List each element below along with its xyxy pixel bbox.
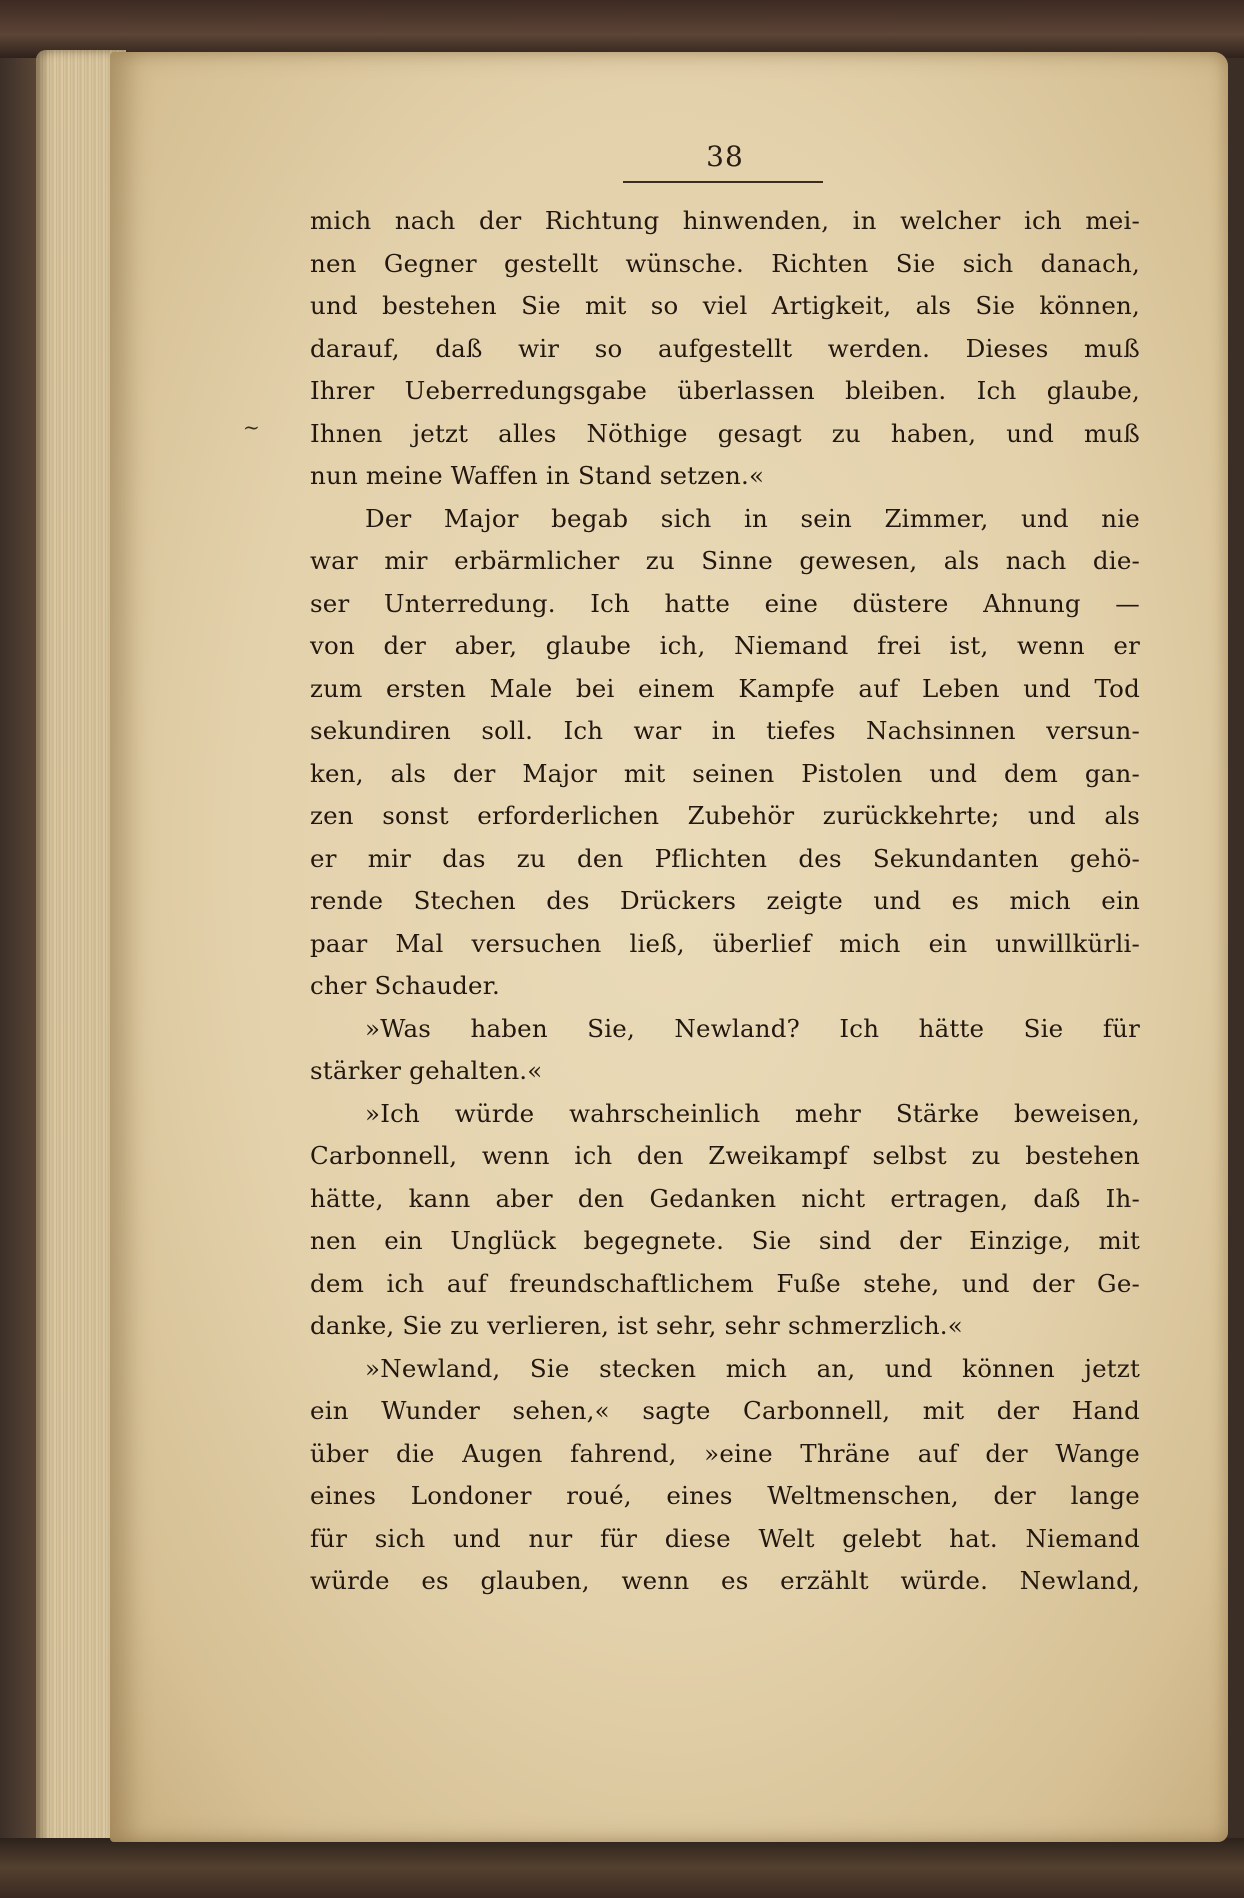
text-line: nen ein Unglück begegnete. Sie sind der Einzige, mit — [310, 1226, 1140, 1255]
text-line: nun meine Waffen in Stand setzen.« — [310, 461, 765, 490]
text-line: Ihnen jetzt alles Nöthige gesagt zu haben, und muß — [310, 418, 1140, 448]
book-cover-bottom — [0, 1838, 1244, 1898]
text-line: für sich und nur für diese Welt gelebt hat. Niemand — [310, 1523, 1140, 1553]
text-line: mich nach der Richtung hinwenden, in welcher ich mei- — [310, 206, 1140, 235]
text-line: ken, als der Major mit seinen Pistolen und dem gan- — [310, 758, 1140, 788]
text-line: darauf, daß wir so aufgestellt werden. Dieses muß — [310, 333, 1140, 363]
page-number: 38 — [706, 140, 744, 173]
text-line: ser Unterredung. Ich hatte eine düstere Ahnung — — [310, 588, 1140, 618]
text-line: Carbonnell, wenn ich den Zweikampf selbst zu bestehen — [310, 1141, 1140, 1170]
text-line: nen Gegner gestellt wünsche. Richten Sie sich danach, — [310, 248, 1140, 278]
paragraph-start: Der Major begab sich in sein Zimmer, und nie — [365, 503, 1140, 533]
text-line: von der aber, glaube ich, Niemand frei ist, wenn er — [310, 631, 1140, 660]
text-line: er mir das zu den Pflichten des Sekundanten gehö- — [310, 843, 1140, 873]
page-text — [310, 200, 1140, 1603]
header-rule — [623, 181, 823, 183]
text-line: sekundiren soll. Ich war in tiefes Nachsinnen versun- — [310, 716, 1140, 745]
text-line: würde es glauben, wenn es erzählt würde. Newland, — [310, 1566, 1140, 1595]
text-line: ein Wunder sehen,« sagte Carbonnell, mit der Hand — [310, 1396, 1140, 1425]
text-line: war mir erbärmlicher zu Sinne gewesen, als nach die- — [310, 546, 1140, 575]
margin-mark: ~ — [243, 415, 260, 439]
paragraph-start: »Ich würde wahrscheinlich mehr Stärke beweisen, — [365, 1098, 1140, 1128]
text-line: eines Londoner roué, eines Weltmenschen, der lange — [310, 1481, 1140, 1510]
text-line: Ihrer Ueberredungsgabe überlassen bleiben. Ich glaube, — [310, 376, 1140, 405]
text-line: danke, Sie zu verlieren, ist sehr, sehr schmerzlich.« — [310, 1311, 963, 1340]
book-cover-top — [0, 0, 1244, 58]
text-line: über die Augen fahrend, »eine Thräne auf der Wange — [310, 1438, 1140, 1468]
text-line: zum ersten Male bei einem Kampfe auf Leben und Tod — [310, 673, 1140, 703]
paragraph-start: »Newland, Sie stecken mich an, und können jetzt — [365, 1353, 1140, 1383]
paragraph-start: »Was haben Sie, Newland? Ich hätte Sie für — [365, 1013, 1140, 1043]
text-line: rende Stechen des Drückers zeigte und es mich ein — [310, 886, 1140, 915]
text-line: dem ich auf freundschaftlichem Fuße stehe, und der Ge- — [310, 1268, 1140, 1298]
text-line: und bestehen Sie mit so viel Artigkeit, als Sie können, — [310, 291, 1140, 320]
text-line: hätte, kann aber den Gedanken nicht ertragen, daß Ih- — [310, 1183, 1140, 1213]
text-line: zen sonst erforderlichen Zubehör zurückkehrte; und als — [310, 801, 1140, 830]
text-line: stärker gehalten.« — [310, 1056, 543, 1085]
text-line: cher Schauder. — [310, 971, 500, 1000]
text-line: paar Mal versuchen ließ, überlief mich ein unwillkürli- — [310, 928, 1140, 958]
